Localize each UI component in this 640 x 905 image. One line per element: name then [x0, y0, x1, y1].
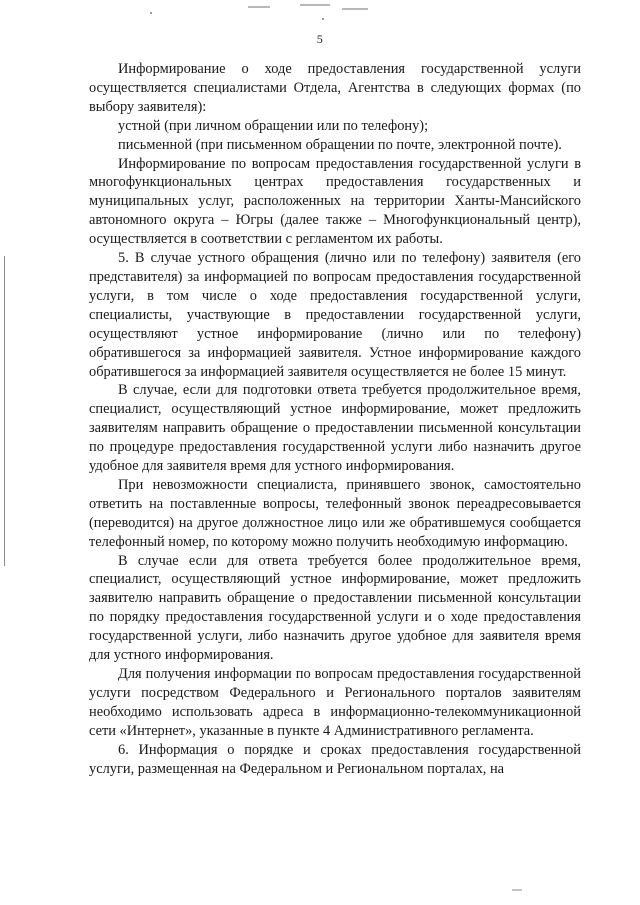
scan-artifact-top: [300, 4, 330, 6]
paragraph: Информирование по вопросам предоставления государственной услуги в многофункциональных центрах предоставления государственных и муниципальных услуг, расположенных на территории Ханты-Мансийского автономного округа – Югры (далее также – Многофункциональный центр), осуществляется в соответствии с регламентом их работы.: [89, 155, 581, 248]
paragraph: устной (при личном обращении или по телефону);: [118, 117, 429, 134]
paragraph: письменной (при письменном обращении по почте, электронной почте).: [118, 136, 562, 153]
paragraph: 6. Информация о порядке и сроках предоставления государственной услуги, размещенная на Федеральном и Региональном порталах, на: [89, 741, 581, 777]
paragraph: Информирование о ходе предоставления государственной услуги осуществляется специалистами Отдела, Агентства в следующих формах (по выбору заявителя):: [89, 61, 581, 115]
scan-artifact-top: [342, 8, 368, 10]
paragraph: В случае, если для подготовки ответа требуется продолжительное время, специалист, осуществляющий устное информирование, может предложить заявителям направить обращение о предоставлении письменной консультации по процедуре предоставления государственной услуги либо назначить другое удобное для заявителя время для устного информирования.: [89, 382, 581, 475]
scan-artifact-dot: [150, 12, 152, 14]
paragraph: При невозможности специалиста, принявшего звонок, самостоятельно ответить на поставленные вопросы, телефонный звонок переадресовывается (переводится) на другое должностное лицо или же обратившемуся сообщается телефонный номер, по которому можно получить необходимую информацию.: [89, 476, 581, 550]
scan-edge-line: [4, 256, 5, 566]
scan-artifact-dot: [322, 18, 324, 20]
page-number: 5: [316, 32, 324, 46]
paragraph: В случае если для ответа требуется более продолжительное время, специалист, осуществляющий устное информирование, может предложить заявителю направить обращение о предоставлении письменной консультации по порядку предоставления государственной услуги и о ходе предоставления государственной услуги, либо назначить другое удобное для заявителя время для устного информирования.: [89, 552, 581, 664]
paragraph: 5. В случае устного обращения (лично или по телефону) заявителя (его представителя) за информацией по вопросам предоставления государственной услуги, в том числе о ходе предоставления государственной услуги, специалисты, участвующие в предоставлении государственной услуги, осуществляют устное информирование (лично или по телефону) обратившегося за информацией заявителя. Устное информирование каждого обратившегося за информацией заявителя осуществляется не более 15 минут.: [89, 250, 581, 380]
paragraph: Для получения информации по вопросам предоставления государственной услуги посредством Федерального и Регионального порталов заявителям необходимо использовать адреса в информационно-телекоммуникационной сети «Интернет», указанные в пункте 4 Административного регламента.: [89, 666, 581, 739]
scan-artifact-bottom: [512, 889, 522, 891]
document-body: [89, 60, 581, 778]
scan-artifact-top: [248, 6, 270, 8]
